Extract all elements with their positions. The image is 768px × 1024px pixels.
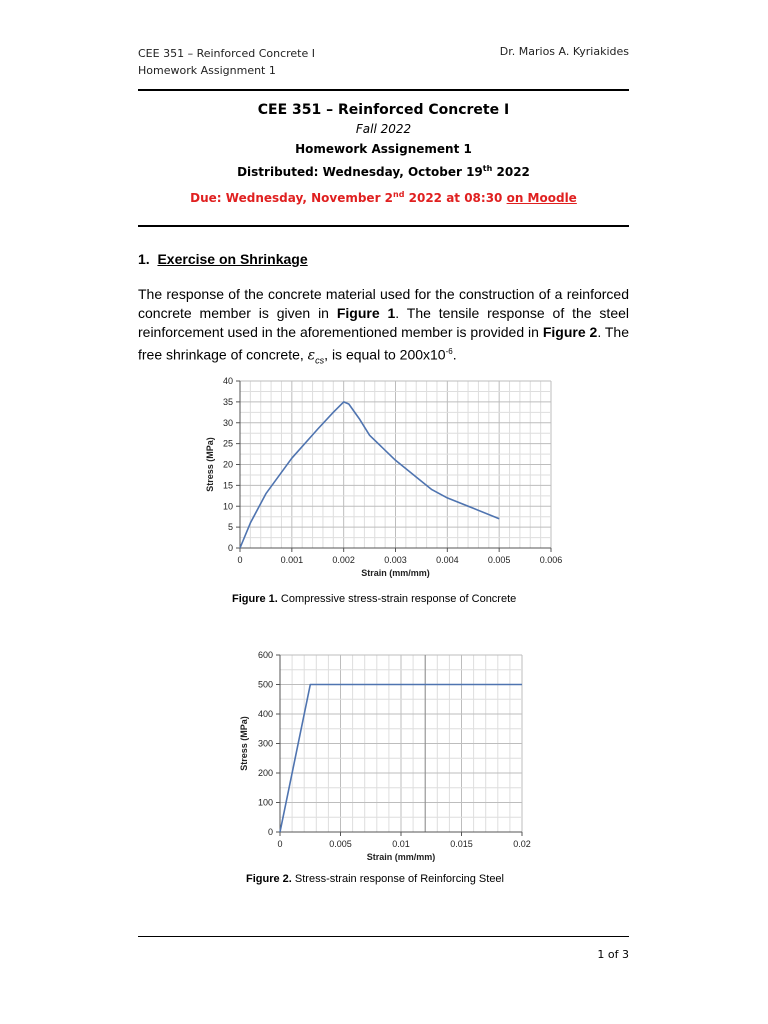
footer-rule: [138, 936, 629, 937]
x-tick-label: 0.005: [329, 839, 352, 849]
figure2-chart: [235, 645, 535, 867]
doc-assignment: Homework Assignement 1: [295, 142, 472, 156]
y-axis-label: Stress (MPa): [239, 716, 249, 771]
distributed-date: Distributed: Wednesday, October 19th 2022: [237, 164, 530, 179]
figure1-ref: Figure 1: [336, 305, 396, 321]
y-tick-label: 600: [257, 650, 273, 660]
x-tick-label: 0: [237, 555, 243, 565]
x-tick-label: 0: [277, 839, 283, 849]
y-tick-label: 20: [222, 459, 233, 470]
y-tick-label: 500: [257, 679, 273, 690]
shrinkage-symbol: ε: [307, 347, 316, 364]
x-tick-label: 0.001: [280, 555, 304, 565]
title-bottom-rule: [138, 225, 629, 227]
figure2-ref: Figure 2: [542, 324, 598, 340]
doc-title: CEE 351 – Reinforced Concrete I: [257, 102, 510, 118]
x-tick-label: 0.005: [487, 555, 511, 565]
x-tick-label: 0.02: [513, 839, 531, 849]
y-tick-label: 300: [257, 738, 273, 749]
y-tick-label: 30: [222, 417, 233, 428]
x-tick-label: 0.002: [332, 555, 355, 565]
figure1-chart: [200, 370, 570, 585]
page-number: 1 of 3: [597, 948, 629, 961]
moodle-link[interactable]: on Moodle: [506, 191, 577, 205]
y-tick-label: 100: [257, 797, 273, 808]
x-axis-label: Strain (mm/mm): [366, 852, 436, 862]
top-rule: [138, 89, 629, 91]
section-heading: 1. Exercise on Shrinkage: [138, 251, 308, 267]
header-author: Dr. Marios A. Kyriakides: [499, 45, 629, 58]
doc-term: Fall 2022: [355, 122, 412, 136]
running-header-left: [138, 45, 315, 79]
y-tick-label: 10: [222, 501, 233, 512]
x-tick-label: 0.004: [436, 555, 459, 565]
y-tick-label: 5: [227, 522, 233, 533]
y-tick-label: 0: [227, 543, 233, 553]
header-assignment: Homework Assignment 1: [138, 64, 276, 77]
y-tick-label: 40: [222, 376, 233, 386]
y-tick-label: 35: [222, 396, 233, 407]
x-tick-label: 0.015: [450, 839, 473, 849]
x-tick-label: 0.003: [384, 555, 407, 565]
y-tick-label: 0: [267, 827, 273, 837]
y-tick-label: 200: [257, 768, 273, 778]
y-tick-label: 400: [257, 709, 273, 719]
x-axis-label: Strain (mm/mm): [361, 568, 430, 578]
figure2-caption: Figure 2. Stress-strain response of Reinforcing Steel: [246, 873, 504, 885]
x-tick-label: 0.01: [392, 839, 410, 849]
due-date: Due: Wednesday, November 2nd 2022 at 08:30 on Moodle: [190, 190, 577, 205]
y-tick-label: 15: [222, 480, 233, 491]
exercise-paragraph: The response of the concrete material used for the construction of a reinforced concrete member is given in Figure 1. The tensile response of the steel reinforcement used in the aforementioned member is provided in Figure 2. The free shrinkage of concrete, $\varepsilon_{cs}$, is equal to $200x10^{-6}$.: [138, 286, 629, 366]
figure1-caption: Figure 1. Compressive stress-strain response of Concrete: [232, 593, 517, 605]
x-tick-label: 0.006: [539, 555, 563, 565]
y-tick-label: 25: [222, 438, 233, 449]
y-axis-label: Stress (MPa): [205, 437, 215, 492]
header-course: CEE 351 – Reinforced Concrete I: [138, 47, 315, 60]
